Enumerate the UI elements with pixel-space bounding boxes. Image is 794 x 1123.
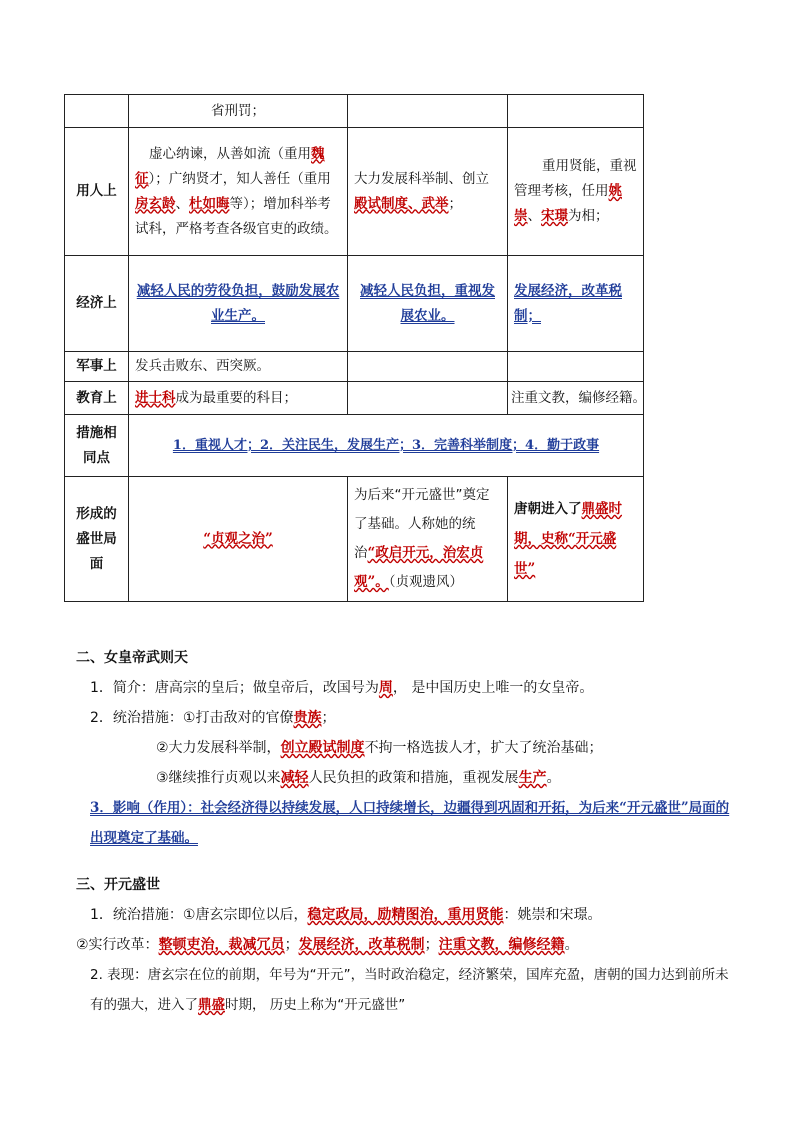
cell bbox=[508, 128, 644, 256]
cell bbox=[129, 382, 348, 415]
highlight: 整顿吏治，裁减冗员 bbox=[158, 937, 285, 953]
text: ； bbox=[284, 937, 299, 953]
table-row bbox=[65, 415, 644, 477]
highlight: 鼎盛时期，史称“开元盛世” bbox=[514, 501, 622, 577]
paragraph bbox=[90, 703, 736, 733]
text: ； bbox=[424, 937, 439, 953]
text: 、 bbox=[527, 208, 541, 224]
paragraph bbox=[76, 930, 736, 960]
cell bbox=[348, 95, 508, 128]
text: 成为最重要的科目； bbox=[175, 389, 297, 406]
text: 2. 表现：唐玄宗在位的前期，年号为“开元”，当时政治稳定，经济繁荣，国库充盈，唐朝的国力达到前所未有的强大，进入了 bbox=[90, 967, 729, 1013]
table-row bbox=[65, 128, 644, 256]
text: 大力发展科举制、创立 bbox=[354, 170, 489, 187]
paragraph bbox=[90, 793, 730, 853]
highlight: “贞观之治” bbox=[203, 530, 273, 547]
highlight: 魏征 bbox=[135, 145, 325, 187]
highlight: 宋璟 bbox=[541, 208, 568, 224]
cell bbox=[348, 256, 508, 352]
highlight: 生产 bbox=[518, 770, 547, 786]
cell bbox=[508, 256, 644, 352]
text: ， 是中国历史上唯一的女皇帝。 bbox=[392, 680, 594, 696]
paragraph bbox=[156, 733, 736, 763]
cell bbox=[508, 95, 644, 128]
row-label bbox=[65, 95, 129, 128]
highlight: 鼎盛 bbox=[198, 997, 225, 1013]
text: ②大力发展科举制， bbox=[156, 740, 281, 756]
text: 重用贤能，重视管理考核，任用 bbox=[514, 158, 637, 199]
cell bbox=[508, 477, 644, 602]
highlight: 发展经济，改革税制； bbox=[514, 282, 622, 324]
text: 唐朝进入了 bbox=[514, 501, 582, 517]
paragraph bbox=[90, 900, 736, 930]
table-row bbox=[65, 477, 644, 602]
text: ； bbox=[448, 195, 462, 212]
section-3 bbox=[76, 870, 736, 1020]
cell bbox=[129, 256, 348, 352]
highlight: 房玄龄 bbox=[135, 195, 176, 212]
row-label: 军事上 bbox=[65, 352, 129, 382]
cell: 注重文教，编修经籍。 bbox=[508, 382, 644, 415]
cell bbox=[348, 352, 508, 382]
highlight: 创立殿试制度 bbox=[280, 740, 365, 756]
cell: 发兵击败东、西突厥。 bbox=[129, 352, 348, 382]
cell bbox=[348, 128, 508, 256]
text: 、 bbox=[175, 195, 189, 212]
text: ③继续推行贞观以来 bbox=[156, 770, 281, 786]
text: 时期， 历史上称为“开元盛世” bbox=[225, 997, 406, 1013]
row-label: 形成的盛世局面 bbox=[65, 477, 129, 602]
highlight: 贵族 bbox=[293, 710, 322, 726]
row-label: 用人上 bbox=[65, 128, 129, 256]
highlight: “政启开元，治宏贞观”。 bbox=[354, 545, 484, 590]
text: 人民负担的政策和措施，重视发展 bbox=[308, 770, 519, 786]
highlight: 发展经济，改革税制 bbox=[298, 937, 425, 953]
highlight: 周 bbox=[378, 680, 393, 696]
cell bbox=[129, 128, 348, 256]
text: 为相； bbox=[568, 208, 609, 224]
highlight: 减轻 bbox=[280, 770, 309, 786]
paragraph bbox=[90, 673, 736, 703]
highlight: 3．影响（作用）：社会经济得以持续发展，人口持续增长，边疆得到巩固和开拓，为后来“开元盛世”局面的出现奠定了基础。 bbox=[90, 800, 730, 846]
highlight: 杜如晦 bbox=[189, 195, 230, 212]
highlight: 注重文教，编修经籍 bbox=[438, 937, 565, 953]
text: 为后来“开元盛世”奠定了基础。人称她的统治 bbox=[354, 487, 490, 561]
highlight: 稳定政局，励精图治，重用贤能 bbox=[307, 907, 504, 923]
text: ：姚崇和宋璟。 bbox=[503, 907, 602, 923]
text: 2．统治措施：①打击敌对的官僚 bbox=[90, 710, 294, 726]
text: （贞观遗风） bbox=[388, 574, 464, 590]
paragraph bbox=[90, 960, 730, 1020]
text: 1．简介：唐高宗的皇后；做皇帝后，改国号为 bbox=[90, 680, 379, 696]
cell bbox=[129, 477, 348, 602]
text: 1．统治措施：①唐玄宗即位以后， bbox=[90, 907, 308, 923]
highlight: 1．重视人才；2．关注民生，发展生产；3．完善科举制度；4．勤于政事 bbox=[172, 438, 600, 453]
section-title: 三、开元盛世 bbox=[76, 877, 160, 893]
highlight: 减轻人民的劳役负担，鼓励发展农业生产。 bbox=[136, 282, 340, 324]
text: 虚心纳谏，从善如流（重用 bbox=[149, 145, 311, 162]
text: ）；广纳贤才，知人善任（重用 bbox=[148, 170, 331, 187]
cell bbox=[348, 477, 508, 602]
section-title: 二、女皇帝武则天 bbox=[76, 650, 188, 666]
highlight: 减轻人民负担，重视发展农业。 bbox=[360, 282, 495, 324]
table-row bbox=[65, 352, 644, 382]
table-row bbox=[65, 382, 644, 415]
text: 不拘一格选拔人才，扩大了统治基础； bbox=[364, 740, 603, 756]
highlight: 姚崇 bbox=[514, 183, 622, 224]
paragraph bbox=[156, 763, 736, 793]
cell: 省刑罚； bbox=[129, 95, 348, 128]
highlight: 进士科 bbox=[135, 389, 176, 406]
cell bbox=[508, 352, 644, 382]
table-row bbox=[65, 256, 644, 352]
table-row bbox=[65, 95, 644, 128]
text: ②实行改革： bbox=[76, 937, 159, 953]
text: ； bbox=[321, 710, 336, 726]
cell bbox=[129, 415, 644, 477]
row-label: 教育上 bbox=[65, 382, 129, 415]
section-2 bbox=[76, 643, 736, 853]
comparison-table bbox=[64, 94, 644, 602]
text: 。 bbox=[546, 770, 561, 786]
row-label: 措施相同点 bbox=[65, 415, 129, 477]
text: 。 bbox=[564, 937, 579, 953]
highlight: 殿试制度、武举 bbox=[354, 195, 449, 212]
cell bbox=[348, 382, 508, 415]
row-label: 经济上 bbox=[65, 256, 129, 352]
text: 等）；增加科举考试科，严格考查各级官吏的政绩。 bbox=[135, 195, 338, 237]
